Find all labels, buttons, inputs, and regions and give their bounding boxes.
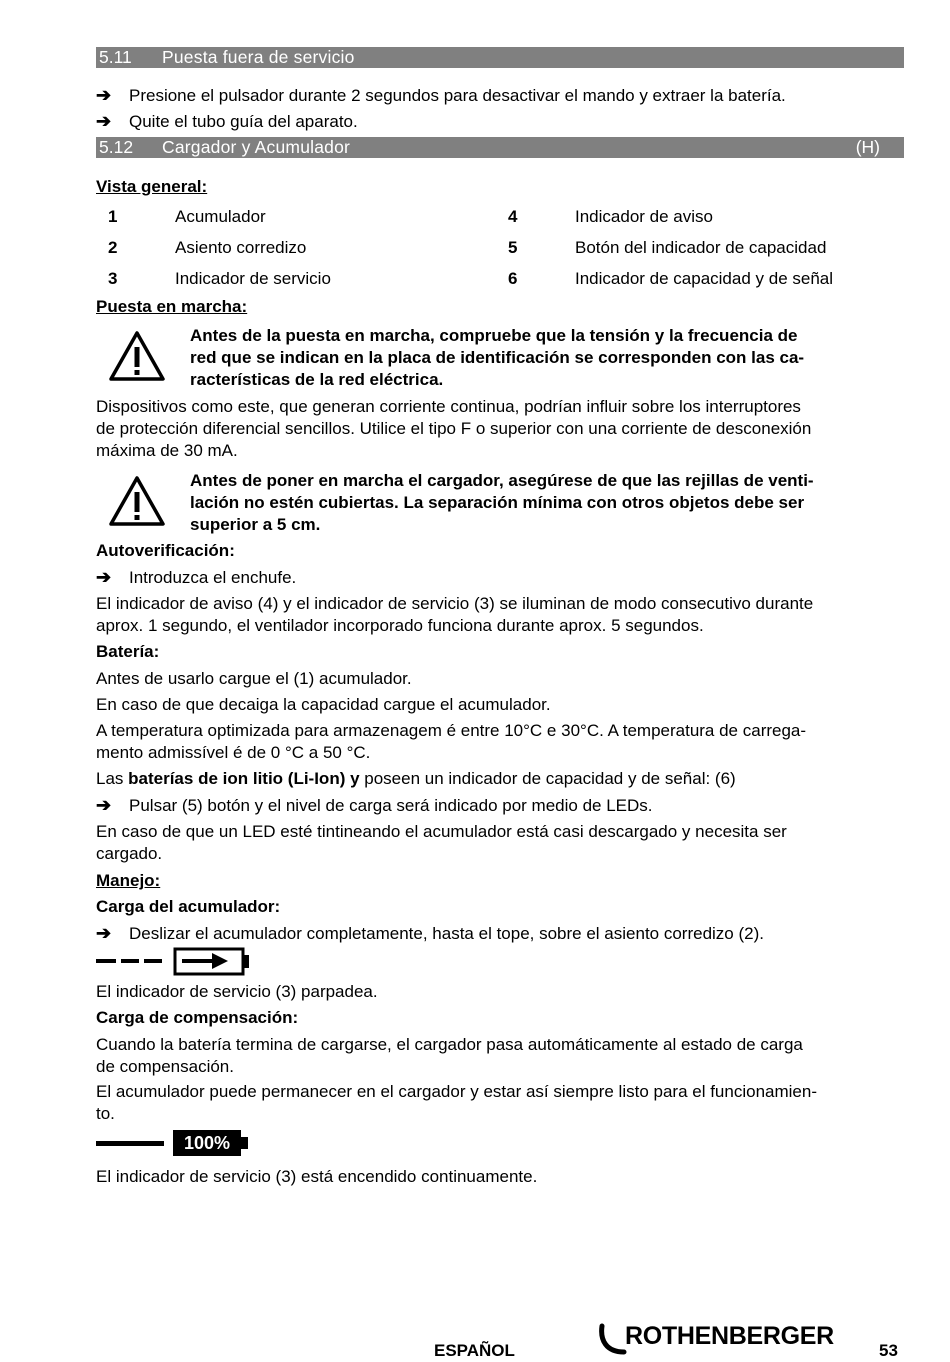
text-line: to. — [96, 1104, 115, 1123]
list-item — [96, 566, 896, 589]
legend-number: 4 — [508, 207, 518, 226]
operation-heading: Manejo: — [96, 871, 161, 890]
legend-label: Indicador de aviso — [575, 207, 713, 226]
selfcheck-heading: Autoverificación: — [96, 541, 235, 560]
text-line: Dispositivos como este, que generan corriente continua, podrían influir sobre los interruptores — [96, 397, 801, 416]
text-line: red que se indican en la placa de identificación se corresponden con las ca- — [190, 348, 805, 367]
paragraph — [96, 768, 896, 790]
section-title: Cargador y Acumulador — [162, 137, 351, 157]
text-span-bold: baterías de ion litio (Li-Ion) y — [128, 769, 360, 788]
text-line: aprox. 1 segundo, el ventilador incorporado funciona durante aprox. 5 segundos. — [96, 616, 704, 635]
page-number: 53 — [879, 1341, 898, 1360]
text-line: cargado. — [96, 844, 163, 863]
paragraph: En caso de que decaiga la capacidad cargue el acumulador. — [96, 695, 551, 714]
warning-text — [190, 325, 890, 391]
legend-label: Indicador de capacidad y de señal — [575, 269, 834, 288]
arrow-right-icon: ➔ — [96, 85, 112, 105]
text-line: máxima de 30 mA. — [96, 441, 238, 460]
list-item — [96, 794, 896, 817]
warning-triangle-icon — [108, 330, 166, 382]
list-item-text: Deslizar el acumulador completamente, hasta el tope, sobre el asiento corredizo (2). — [129, 924, 764, 943]
paragraph — [96, 593, 896, 637]
list-item-text: Pulsar (5) botón y el nivel de carga será indicado por medio de LEDs. — [129, 796, 653, 815]
list-item — [96, 84, 896, 107]
section-header-5-12 — [96, 137, 904, 158]
legend-number: 6 — [508, 269, 518, 288]
text-line: mento admissível é de 0 °C a 50 °C. — [96, 743, 371, 762]
paragraph — [96, 1034, 896, 1078]
battery-charging-icon — [96, 946, 252, 976]
text-line: En caso de que un LED esté tintineando el acumulador está casi descargado y necesita ser — [96, 822, 787, 841]
text-line: de protección diferencial sencillos. Utilice el tipo F o superior con una corriente de desconexión — [96, 419, 812, 438]
text-line: Antes de la puesta en marcha, compruebe que la tensión y la frecuencia de — [190, 326, 798, 345]
charge-heading: Carga del acumulador: — [96, 897, 281, 916]
battery-heading: Batería: — [96, 642, 160, 661]
text-line: superior a 5 cm. — [190, 515, 321, 534]
paragraph: Antes de usarlo cargue el (1) acumulador. — [96, 669, 412, 688]
paragraph — [96, 396, 896, 462]
logo-hook-icon — [598, 1322, 628, 1358]
list-item-text: Introduzca el enchufe. — [129, 568, 297, 587]
text-line: de compensación. — [96, 1057, 234, 1076]
paragraph — [96, 720, 896, 764]
text-line: Antes de poner en marcha el cargador, asegúrese de que las rejillas de venti- — [190, 471, 814, 490]
section-title: Puesta fuera de servicio — [162, 47, 355, 67]
arrow-right-icon: ➔ — [96, 111, 112, 131]
battery-full-label: 100% — [173, 1130, 241, 1156]
legend-label: Botón del indicador de capacidad — [575, 238, 827, 257]
text-line: Cuando la batería termina de cargarse, el cargador pasa automáticamente al estado de carga — [96, 1035, 803, 1054]
list-item-text: Quite el tubo guía del aparato. — [129, 112, 358, 131]
text-span: poseen un indicador de capacidad y de señal: (6) — [359, 769, 736, 788]
battery-full-indicator — [96, 1130, 256, 1160]
text-line: racterísticas de la red eléctrica. — [190, 370, 444, 389]
text-line: A temperatura optimizada para armazenagem é entre 10°C e 30°C. A temperatura de carrega- — [96, 721, 807, 740]
brand-name: ROTHENBERGER — [625, 1322, 834, 1350]
solid-line — [96, 1141, 164, 1146]
warning-text — [190, 470, 890, 536]
legend-number: 3 — [108, 269, 118, 288]
list-item — [96, 922, 896, 945]
compensation-heading: Carga de compensación: — [96, 1008, 299, 1027]
battery-terminal — [241, 1137, 248, 1149]
text-line: El acumulador puede permanecer en el cargador y estar así siempre listo para el funcionamien- — [96, 1082, 817, 1101]
paragraph: El indicador de servicio (3) parpadea. — [96, 982, 378, 1001]
arrow-right-icon: ➔ — [96, 923, 112, 943]
list-item — [96, 110, 896, 133]
legend-number: 2 — [108, 238, 118, 257]
warning-triangle-icon — [108, 475, 166, 527]
legend-label: Asiento corredizo — [175, 238, 307, 257]
section-number: 5.12 — [99, 137, 134, 157]
text-span: Las — [96, 769, 129, 788]
section-header-5-11 — [96, 47, 904, 68]
text-line: lación no estén cubiertas. La separación mínima con otros objetos debe ser — [190, 493, 805, 512]
list-item-text: Presione el pulsador durante 2 segundos para desactivar el mando y extraer la batería. — [129, 86, 786, 105]
paragraph — [96, 821, 896, 865]
paragraph — [96, 1081, 896, 1125]
text-line: El indicador de aviso (4) y el indicador de servicio (3) se iluminan de modo consecutivo durante — [96, 594, 814, 613]
paragraph: El indicador de servicio (3) está encendido continuamente. — [96, 1167, 538, 1186]
legend-number: 5 — [508, 238, 518, 257]
legend-number: 1 — [108, 207, 118, 226]
startup-heading: Puesta en marcha: — [96, 297, 248, 316]
arrow-right-icon: ➔ — [96, 795, 112, 815]
legend-label: Indicador de servicio — [175, 269, 331, 288]
section-tag: (H) — [855, 137, 880, 157]
arrow-right-icon: ➔ — [96, 567, 112, 587]
footer-language: ESPAÑOL — [434, 1341, 515, 1360]
overview-heading: Vista general: — [96, 177, 208, 196]
legend-label: Acumulador — [175, 207, 266, 226]
section-number: 5.11 — [99, 47, 132, 67]
